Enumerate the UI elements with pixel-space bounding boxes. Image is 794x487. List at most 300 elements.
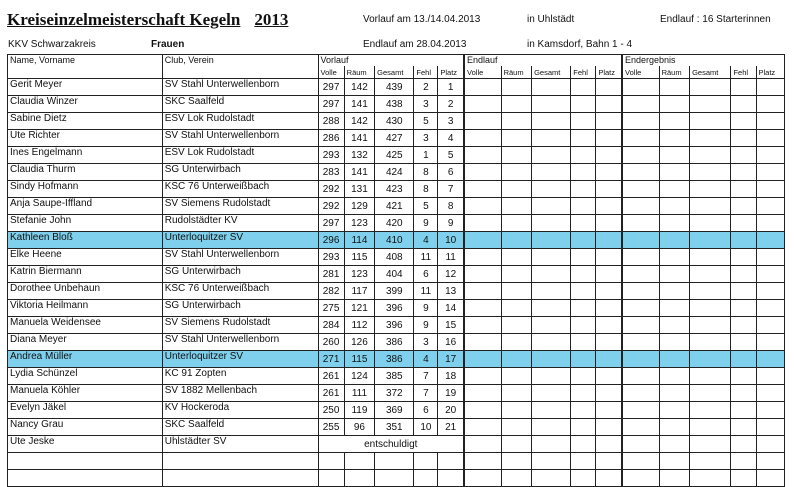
empty-cell bbox=[596, 436, 622, 453]
empty-cell bbox=[464, 249, 501, 266]
empty-cell bbox=[501, 147, 532, 164]
empty-cell bbox=[571, 453, 596, 470]
player-name: Sindy Hofmann bbox=[8, 181, 163, 198]
vorlauf-gesamt: 369 bbox=[375, 402, 414, 419]
sub-header: Volle bbox=[464, 66, 501, 79]
empty-cell bbox=[659, 419, 690, 436]
column-header-name: Name, Vorname bbox=[8, 55, 163, 67]
vorlauf-gesamt: 430 bbox=[375, 113, 414, 130]
table-row bbox=[8, 96, 785, 113]
table-row bbox=[8, 283, 785, 300]
empty-cell bbox=[501, 181, 532, 198]
empty-cell bbox=[596, 113, 622, 130]
player-name: Gerit Meyer bbox=[8, 79, 163, 96]
empty-cell bbox=[731, 249, 756, 266]
empty-cell bbox=[659, 385, 690, 402]
empty-cell bbox=[571, 79, 596, 96]
empty-cell bbox=[596, 300, 622, 317]
empty-cell bbox=[731, 164, 756, 181]
empty-cell bbox=[659, 215, 690, 232]
empty-cell bbox=[756, 147, 785, 164]
empty-cell bbox=[464, 351, 501, 368]
empty-cell bbox=[464, 419, 501, 436]
empty-cell bbox=[501, 368, 532, 385]
vorlauf-gesamt: 386 bbox=[375, 334, 414, 351]
empty-cell bbox=[438, 470, 464, 487]
table-row bbox=[8, 351, 785, 368]
excused-note: entschuldigt bbox=[318, 436, 464, 453]
empty-cell bbox=[659, 351, 690, 368]
vorlauf-raeum: 123 bbox=[344, 215, 375, 232]
player-name: Kathleen Bloß bbox=[8, 232, 163, 249]
empty-cell bbox=[596, 198, 622, 215]
organizer: KKV Schwarzakreis bbox=[8, 39, 96, 50]
empty-cell bbox=[659, 300, 690, 317]
empty-cell bbox=[756, 79, 785, 96]
empty-cell bbox=[571, 419, 596, 436]
category: Frauen bbox=[151, 39, 185, 50]
empty-cell bbox=[731, 79, 756, 96]
section-header-vorlauf: Vorlauf bbox=[318, 55, 464, 67]
empty-cell bbox=[659, 164, 690, 181]
empty-cell bbox=[756, 198, 785, 215]
empty-cell bbox=[756, 164, 785, 181]
empty-cell bbox=[756, 181, 785, 198]
empty-cell bbox=[501, 79, 532, 96]
player-club: SG Unterwirbach bbox=[162, 164, 318, 181]
player-club: Uhlstädter SV bbox=[162, 436, 318, 453]
vorlauf-raeum: 115 bbox=[344, 351, 375, 368]
empty-cell bbox=[622, 266, 659, 283]
empty-cell bbox=[501, 300, 532, 317]
vorlauf-raeum: 112 bbox=[344, 317, 375, 334]
empty-cell bbox=[659, 249, 690, 266]
empty-cell bbox=[622, 419, 659, 436]
empty-cell bbox=[756, 300, 785, 317]
empty-cell bbox=[756, 334, 785, 351]
vorlauf-volle: 286 bbox=[318, 130, 344, 147]
empty-cell bbox=[464, 198, 501, 215]
empty-cell bbox=[622, 453, 659, 470]
vorlauf-platz: 9 bbox=[438, 215, 464, 232]
empty-cell bbox=[731, 419, 756, 436]
empty-cell bbox=[690, 402, 731, 419]
sub-header: Fehl bbox=[731, 66, 756, 79]
empty-cell bbox=[464, 130, 501, 147]
player-club: Rudolstädter KV bbox=[162, 215, 318, 232]
empty-cell bbox=[464, 147, 501, 164]
empty-cell bbox=[596, 419, 622, 436]
player-club: KSC 76 Unterweißbach bbox=[162, 283, 318, 300]
player-name: Lydia Schünzel bbox=[8, 368, 163, 385]
empty-cell bbox=[464, 317, 501, 334]
player-name: Stefanie John bbox=[8, 215, 163, 232]
empty-cell bbox=[464, 402, 501, 419]
sub-header: Räum bbox=[659, 66, 690, 79]
vorlauf-raeum: 132 bbox=[344, 147, 375, 164]
table-row bbox=[8, 402, 785, 419]
table-row bbox=[8, 368, 785, 385]
empty-cell bbox=[571, 181, 596, 198]
vorlauf-platz: 20 bbox=[438, 402, 464, 419]
vorlauf-gesamt: 408 bbox=[375, 249, 414, 266]
empty-cell bbox=[596, 334, 622, 351]
empty-cell bbox=[596, 283, 622, 300]
header-spacer bbox=[162, 66, 318, 79]
empty-cell bbox=[532, 113, 571, 130]
vorlauf-fehl: 9 bbox=[414, 215, 438, 232]
vorlauf-gesamt: 396 bbox=[375, 300, 414, 317]
empty-cell bbox=[690, 79, 731, 96]
table-row bbox=[8, 147, 785, 164]
vorlauf-gesamt: 396 bbox=[375, 317, 414, 334]
vorlauf-volle: 271 bbox=[318, 351, 344, 368]
table-row bbox=[8, 113, 785, 130]
table-row bbox=[8, 334, 785, 351]
empty-cell bbox=[756, 96, 785, 113]
vorlauf-volle: 292 bbox=[318, 198, 344, 215]
sub-header: Räum bbox=[501, 66, 532, 79]
player-club: SV 1882 Mellenbach bbox=[162, 385, 318, 402]
vorlauf-platz: 5 bbox=[438, 147, 464, 164]
vorlauf-fehl: 1 bbox=[414, 147, 438, 164]
vorlauf-platz: 8 bbox=[438, 198, 464, 215]
table-row bbox=[8, 300, 785, 317]
empty-cell bbox=[532, 334, 571, 351]
empty-cell bbox=[375, 470, 414, 487]
empty-cell bbox=[501, 130, 532, 147]
empty-cell bbox=[659, 113, 690, 130]
empty-cell bbox=[532, 317, 571, 334]
sub-header: Gesamt bbox=[690, 66, 731, 79]
empty-cell bbox=[464, 300, 501, 317]
empty-cell bbox=[659, 266, 690, 283]
player-name: Claudia Thurm bbox=[8, 164, 163, 181]
empty-cell bbox=[731, 198, 756, 215]
empty-cell bbox=[622, 368, 659, 385]
vorlauf-platz: 13 bbox=[438, 283, 464, 300]
vorlauf-volle: 261 bbox=[318, 368, 344, 385]
empty-cell bbox=[464, 113, 501, 130]
empty-cell bbox=[731, 232, 756, 249]
vorlauf-raeum: 126 bbox=[344, 334, 375, 351]
empty-cell bbox=[501, 470, 532, 487]
empty-cell bbox=[690, 181, 731, 198]
empty-cell bbox=[731, 453, 756, 470]
empty-cell bbox=[622, 334, 659, 351]
empty-cell bbox=[622, 436, 659, 453]
vorlauf-fehl: 11 bbox=[414, 283, 438, 300]
empty-cell bbox=[596, 249, 622, 266]
vorlauf-volle: 281 bbox=[318, 266, 344, 283]
empty-cell bbox=[571, 385, 596, 402]
vorlauf-raeum: 119 bbox=[344, 402, 375, 419]
vorlauf-raeum: 123 bbox=[344, 266, 375, 283]
empty-cell bbox=[690, 470, 731, 487]
vorlauf-raeum: 117 bbox=[344, 283, 375, 300]
empty-cell bbox=[596, 453, 622, 470]
vorlauf-volle: 297 bbox=[318, 79, 344, 96]
empty-cell bbox=[501, 351, 532, 368]
empty-cell bbox=[596, 351, 622, 368]
vorlauf-raeum: 141 bbox=[344, 164, 375, 181]
empty-cell bbox=[464, 232, 501, 249]
vorlauf-fehl: 11 bbox=[414, 249, 438, 266]
empty-cell bbox=[162, 453, 318, 470]
vorlauf-volle: 283 bbox=[318, 164, 344, 181]
empty-cell bbox=[690, 300, 731, 317]
section-header-endlauf: Endlauf bbox=[464, 55, 622, 67]
empty-cell bbox=[690, 249, 731, 266]
vorlauf-gesamt: 423 bbox=[375, 181, 414, 198]
results-table bbox=[7, 54, 785, 487]
player-club: SKC Saalfeld bbox=[162, 96, 318, 113]
empty-cell bbox=[756, 368, 785, 385]
table-row bbox=[8, 79, 785, 96]
vorlauf-volle: 288 bbox=[318, 113, 344, 130]
player-club: ESV Lok Rudolstadt bbox=[162, 147, 318, 164]
table-row bbox=[8, 232, 785, 249]
empty-cell bbox=[501, 249, 532, 266]
empty-cell bbox=[690, 436, 731, 453]
table-row bbox=[8, 266, 785, 283]
empty-cell bbox=[756, 453, 785, 470]
empty-cell bbox=[659, 147, 690, 164]
empty-cell bbox=[731, 283, 756, 300]
vorlauf-raeum: 142 bbox=[344, 113, 375, 130]
vorlauf-gesamt: 410 bbox=[375, 232, 414, 249]
empty-cell bbox=[532, 300, 571, 317]
empty-cell bbox=[659, 79, 690, 96]
empty-cell bbox=[659, 198, 690, 215]
empty-cell bbox=[756, 215, 785, 232]
empty-cell bbox=[464, 215, 501, 232]
player-name: Elke Heene bbox=[8, 249, 163, 266]
vorlauf-gesamt: 421 bbox=[375, 198, 414, 215]
empty-cell bbox=[532, 266, 571, 283]
sub-header: Räum bbox=[344, 66, 375, 79]
empty-cell bbox=[731, 96, 756, 113]
empty-cell bbox=[622, 198, 659, 215]
vorlauf-volle: 284 bbox=[318, 317, 344, 334]
empty-cell bbox=[532, 96, 571, 113]
empty-cell bbox=[162, 470, 318, 487]
empty-row bbox=[8, 470, 785, 487]
prelim-place: in Uhlstädt bbox=[527, 14, 575, 25]
empty-cell bbox=[571, 436, 596, 453]
empty-cell bbox=[464, 436, 501, 453]
empty-cell bbox=[596, 317, 622, 334]
empty-cell bbox=[532, 351, 571, 368]
player-club: SV Stahl Unterwellenborn bbox=[162, 249, 318, 266]
empty-cell bbox=[464, 181, 501, 198]
empty-cell bbox=[532, 232, 571, 249]
empty-cell bbox=[659, 436, 690, 453]
section-header-endergebnis: Endergebnis bbox=[622, 55, 784, 67]
empty-cell bbox=[571, 147, 596, 164]
player-name: Ines Engelmann bbox=[8, 147, 163, 164]
empty-cell bbox=[501, 419, 532, 436]
vorlauf-fehl: 6 bbox=[414, 402, 438, 419]
vorlauf-volle: 250 bbox=[318, 402, 344, 419]
empty-cell bbox=[501, 453, 532, 470]
vorlauf-volle: 255 bbox=[318, 419, 344, 436]
empty-cell bbox=[622, 215, 659, 232]
sub-header: Fehl bbox=[571, 66, 596, 79]
empty-cell bbox=[464, 164, 501, 181]
empty-cell bbox=[756, 232, 785, 249]
player-club: SKC Saalfeld bbox=[162, 419, 318, 436]
empty-cell bbox=[571, 317, 596, 334]
empty-cell bbox=[532, 470, 571, 487]
player-club: SV Siemens Rudolstadt bbox=[162, 317, 318, 334]
final-info: Endlauf : 16 Starterinnen bbox=[660, 14, 771, 25]
player-club: SV Stahl Unterwellenborn bbox=[162, 334, 318, 351]
sub-header: Volle bbox=[622, 66, 659, 79]
table-row bbox=[8, 249, 785, 266]
vorlauf-gesamt: 386 bbox=[375, 351, 414, 368]
empty-cell bbox=[731, 300, 756, 317]
empty-cell bbox=[622, 79, 659, 96]
empty-cell bbox=[344, 453, 375, 470]
empty-cell bbox=[690, 419, 731, 436]
empty-cell bbox=[596, 147, 622, 164]
empty-cell bbox=[690, 266, 731, 283]
empty-cell bbox=[532, 198, 571, 215]
empty-cell bbox=[622, 249, 659, 266]
empty-cell bbox=[690, 385, 731, 402]
vorlauf-platz: 21 bbox=[438, 419, 464, 436]
empty-cell bbox=[318, 470, 344, 487]
vorlauf-platz: 15 bbox=[438, 317, 464, 334]
empty-cell bbox=[622, 283, 659, 300]
empty-cell bbox=[501, 402, 532, 419]
vorlauf-gesamt: 427 bbox=[375, 130, 414, 147]
vorlauf-platz: 10 bbox=[438, 232, 464, 249]
player-name: Sabine Dietz bbox=[8, 113, 163, 130]
empty-cell bbox=[318, 453, 344, 470]
empty-cell bbox=[532, 249, 571, 266]
empty-cell bbox=[690, 215, 731, 232]
empty-cell bbox=[596, 402, 622, 419]
sub-header: Gesamt bbox=[375, 66, 414, 79]
empty-cell bbox=[501, 198, 532, 215]
empty-cell bbox=[622, 351, 659, 368]
vorlauf-raeum: 141 bbox=[344, 96, 375, 113]
empty-cell bbox=[596, 215, 622, 232]
vorlauf-fehl: 3 bbox=[414, 334, 438, 351]
empty-cell bbox=[731, 130, 756, 147]
vorlauf-fehl: 8 bbox=[414, 164, 438, 181]
empty-cell bbox=[756, 113, 785, 130]
vorlauf-platz: 3 bbox=[438, 113, 464, 130]
empty-cell bbox=[501, 385, 532, 402]
vorlauf-raeum: 121 bbox=[344, 300, 375, 317]
empty-cell bbox=[622, 130, 659, 147]
empty-cell bbox=[731, 385, 756, 402]
empty-cell bbox=[532, 79, 571, 96]
empty-cell bbox=[690, 283, 731, 300]
empty-cell bbox=[731, 402, 756, 419]
empty-cell bbox=[501, 266, 532, 283]
empty-cell bbox=[756, 402, 785, 419]
vorlauf-volle: 282 bbox=[318, 283, 344, 300]
vorlauf-raeum: 131 bbox=[344, 181, 375, 198]
empty-cell bbox=[596, 368, 622, 385]
empty-cell bbox=[464, 385, 501, 402]
empty-cell bbox=[690, 232, 731, 249]
player-name: Evelyn Jäkel bbox=[8, 402, 163, 419]
empty-cell bbox=[622, 147, 659, 164]
empty-cell bbox=[690, 130, 731, 147]
player-club: KC 91 Zopten bbox=[162, 368, 318, 385]
final-date: Endlauf am 28.04.2013 bbox=[363, 39, 467, 50]
empty-cell bbox=[690, 147, 731, 164]
empty-cell bbox=[532, 130, 571, 147]
empty-cell bbox=[622, 385, 659, 402]
vorlauf-raeum: 124 bbox=[344, 368, 375, 385]
empty-cell bbox=[532, 436, 571, 453]
player-club: ESV Lok Rudolstadt bbox=[162, 113, 318, 130]
vorlauf-platz: 18 bbox=[438, 368, 464, 385]
player-club: Unterloquitzer SV bbox=[162, 351, 318, 368]
vorlauf-platz: 7 bbox=[438, 181, 464, 198]
empty-cell bbox=[690, 317, 731, 334]
vorlauf-volle: 275 bbox=[318, 300, 344, 317]
empty-cell bbox=[571, 283, 596, 300]
empty-cell bbox=[690, 351, 731, 368]
player-club: KV Hockeroda bbox=[162, 402, 318, 419]
empty-cell bbox=[596, 96, 622, 113]
vorlauf-gesamt: 399 bbox=[375, 283, 414, 300]
vorlauf-fehl: 4 bbox=[414, 351, 438, 368]
vorlauf-fehl: 4 bbox=[414, 232, 438, 249]
empty-cell bbox=[659, 232, 690, 249]
empty-cell bbox=[464, 79, 501, 96]
empty-cell bbox=[731, 113, 756, 130]
empty-cell bbox=[501, 232, 532, 249]
table-row bbox=[8, 419, 785, 436]
empty-cell bbox=[756, 351, 785, 368]
empty-cell bbox=[571, 96, 596, 113]
empty-cell bbox=[756, 419, 785, 436]
empty-cell bbox=[571, 249, 596, 266]
player-club: Unterloquitzer SV bbox=[162, 232, 318, 249]
empty-cell bbox=[438, 453, 464, 470]
vorlauf-gesamt: 425 bbox=[375, 147, 414, 164]
empty-cell bbox=[596, 470, 622, 487]
vorlauf-raeum: 115 bbox=[344, 249, 375, 266]
empty-cell bbox=[622, 232, 659, 249]
empty-cell bbox=[571, 368, 596, 385]
empty-cell bbox=[756, 470, 785, 487]
empty-cell bbox=[659, 96, 690, 113]
player-name: Nancy Grau bbox=[8, 419, 163, 436]
table-row bbox=[8, 215, 785, 232]
empty-cell bbox=[464, 96, 501, 113]
empty-cell bbox=[731, 317, 756, 334]
empty-cell bbox=[501, 436, 532, 453]
player-name: Dorothee Unbehaun bbox=[8, 283, 163, 300]
empty-cell bbox=[690, 198, 731, 215]
vorlauf-raeum: 111 bbox=[344, 385, 375, 402]
empty-cell bbox=[659, 130, 690, 147]
player-name: Diana Meyer bbox=[8, 334, 163, 351]
vorlauf-volle: 296 bbox=[318, 232, 344, 249]
page-title: Kreiseinzelmeisterschaft Kegeln 2013 bbox=[7, 10, 289, 29]
empty-cell bbox=[756, 436, 785, 453]
empty-cell bbox=[731, 368, 756, 385]
